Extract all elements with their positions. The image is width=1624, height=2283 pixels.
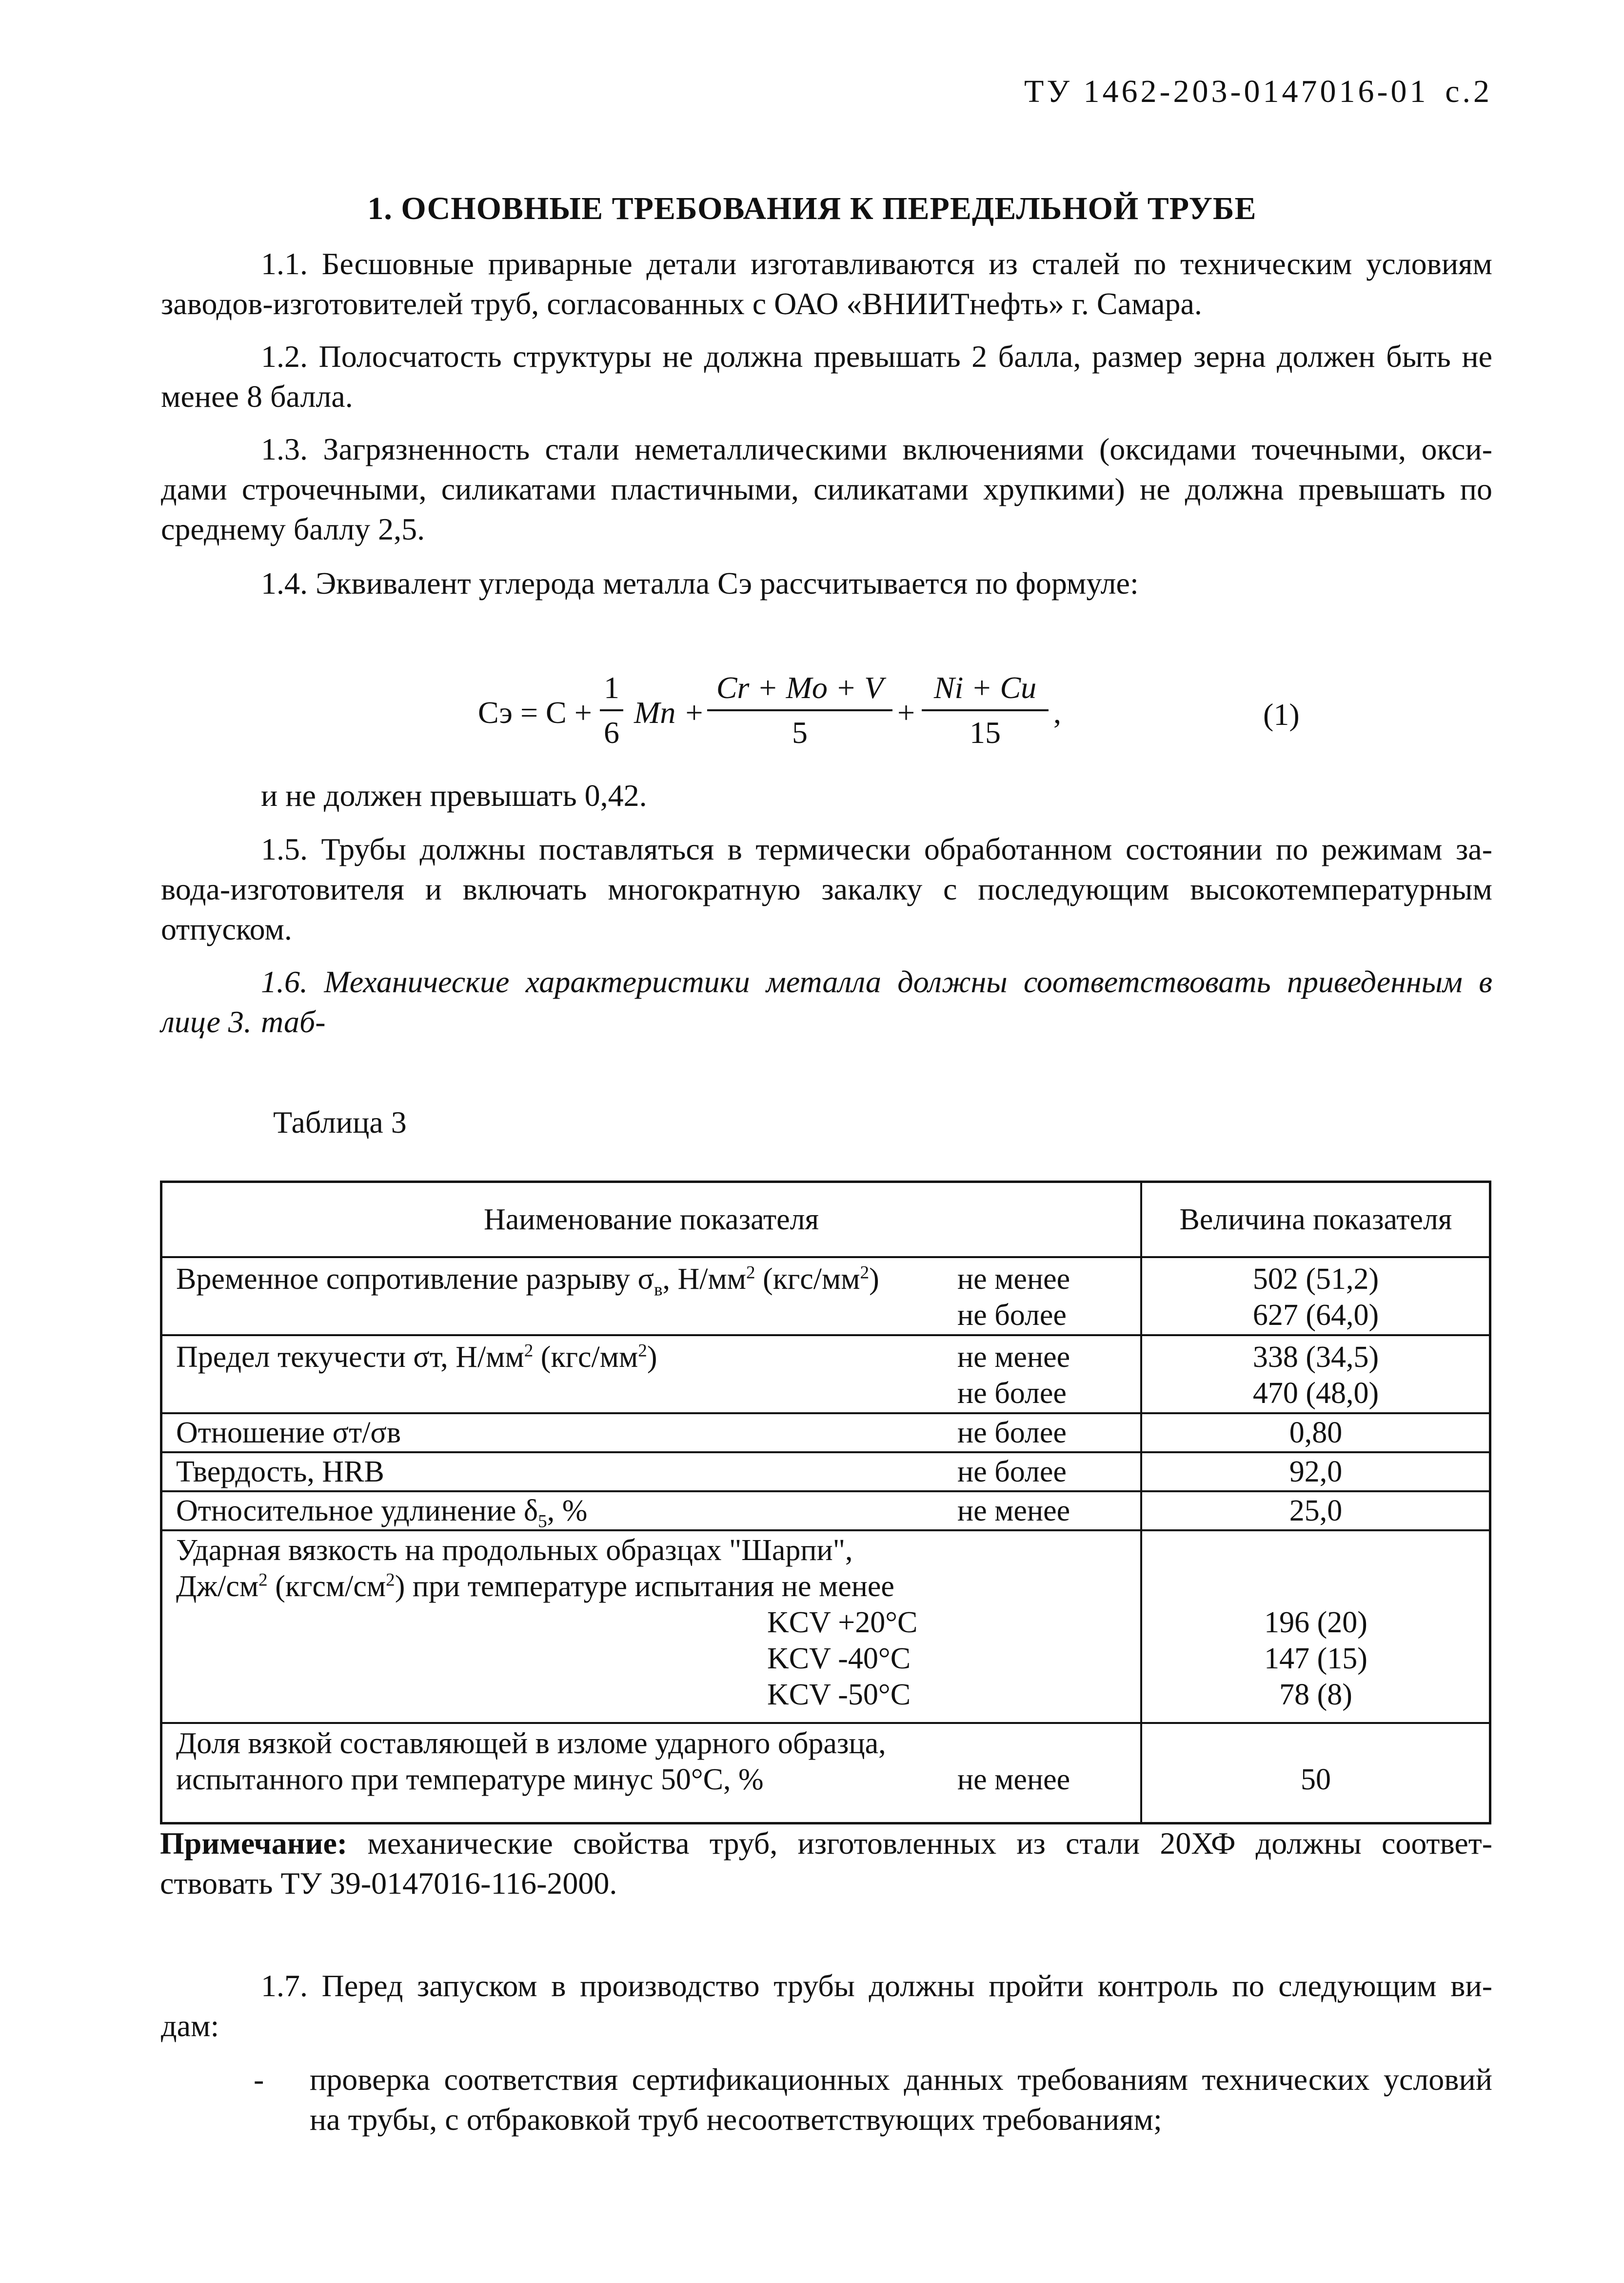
row1-name: Временное сопротивление разрыву $\sigma_в$, $Н/мм^2$ $(кгс/мм^2)$ xyxy=(176,1262,879,1300)
p1-3-line2: дами строчечными, силикатами пластичными, силикатами хрупкими) не должна превышать по xyxy=(161,472,1492,506)
row5-value: 25,0 xyxy=(1289,1494,1343,1527)
row7-line2: испытанного при температуре минус 50°С, % xyxy=(176,1763,764,1796)
row1-qualifier-max: не более xyxy=(957,1299,1067,1332)
bullet-line1: проверка соответствия сертификационных данных требованиям технических условий xyxy=(310,2062,1492,2097)
header-value: Величина показателя xyxy=(1179,1203,1452,1236)
bullet-dash: - xyxy=(254,2062,264,2097)
p1-6-line1: 1.6. Механические характеристики металла должны соответствовать приведенным в таб- xyxy=(261,964,1492,1039)
p1-4-line1: 1.4. Эквивалент углерода металла Сэ рассчитывается по формуле: xyxy=(261,566,1139,601)
row5-qualifier: не менее xyxy=(957,1494,1070,1527)
row6-value-minus50: 78 (8) xyxy=(1279,1678,1352,1711)
page-number: с.2 xyxy=(1445,74,1492,109)
header-name: Наименование показателя xyxy=(483,1203,819,1236)
row4-value: 92,0 xyxy=(1289,1455,1343,1488)
fraction-2-numerator: Cr + Mo + V xyxy=(707,668,892,711)
formula-number: (1) xyxy=(1263,697,1300,732)
row6-line2: $Дж/см^2$ $(кгсм/см^2)$ при температуре испытания не менее xyxy=(176,1570,894,1603)
fraction-3-numerator: Ni + Cu xyxy=(922,668,1049,711)
formula-fraction-2 xyxy=(707,668,892,752)
mechanical-properties-table xyxy=(160,1181,1491,1824)
row4-name: Твердость, HRB xyxy=(176,1455,384,1488)
formula-fraction-1 xyxy=(600,668,623,752)
row2-name: Предел текучести σт, $Н/мм^2$ $(кгс/мм^2)$ xyxy=(176,1341,657,1374)
p1-1-line1: 1.1. Бесшовные приварные детали изготавливаются из сталей по техническим условиям xyxy=(261,246,1492,281)
row6-kcv-minus50: KCV -50°C xyxy=(767,1678,911,1711)
p1-5-line3: отпуском. xyxy=(161,912,292,946)
row6-value-minus40: 147 (15) xyxy=(1264,1642,1367,1675)
p1-7-line2: дам: xyxy=(161,2008,219,2043)
note-label: Примечание: xyxy=(160,1826,348,1861)
row5-name: Относительное удлинение $\delta_5$, % xyxy=(176,1494,588,1532)
carbon-equivalent-formula xyxy=(478,668,1112,766)
row7-line1: Доля вязкой составляющей в изломе ударного образца, xyxy=(176,1727,886,1760)
p1-3-line1: 1.3. Загрязненность стали неметаллическими включениями (оксидами точечными, окси- xyxy=(261,432,1492,466)
row3-qualifier: не более xyxy=(957,1416,1067,1449)
fraction-1-denominator: 6 xyxy=(604,715,619,750)
row6-kcv-minus40: KCV -40°C xyxy=(767,1642,911,1675)
note-line1: Примечание: механические свойства труб, изготовленных из стали 20ХФ должны соответ- xyxy=(160,1826,1492,1861)
p1-3-line3: среднему баллу 2,5. xyxy=(161,512,425,546)
document-code xyxy=(1024,73,1492,110)
fraction-3-denominator: 15 xyxy=(970,715,1001,750)
row3-value: 0,80 xyxy=(1289,1416,1343,1449)
section-title: 1. ОСНОВНЫЕ ТРЕБОВАНИЯ К ПЕРЕДЕЛЬНОЙ ТРУБЕ xyxy=(367,191,1257,226)
row2-qualifier-max: не более xyxy=(957,1377,1067,1410)
p1-5-line2: вода-изготовителя и включать многократную закалку с последующим высокотемпературным xyxy=(161,872,1492,906)
fraction-1-numerator: 1 xyxy=(600,668,623,711)
formula-fraction-3 xyxy=(922,668,1049,752)
row1-value-min: 502 (51,2) xyxy=(1252,1262,1379,1296)
p1-5-line1: 1.5. Трубы должны поставляться в термически обработанном состоянии по режимам за- xyxy=(261,832,1492,866)
p1-2-line1: 1.2. Полосчатость структуры не должна превышать 2 балла, размер зерна должен быть не xyxy=(261,339,1492,374)
formula-lhs: Сэ = С + xyxy=(478,695,592,730)
p1-4-after: и не должен превышать 0,42. xyxy=(261,778,647,813)
p1-2-line2: менее 8 балла. xyxy=(161,379,353,414)
note-line2: ствовать ТУ 39-0147016-116-2000. xyxy=(160,1866,617,1901)
formula-mn: Mn + xyxy=(634,695,705,730)
row1-value-max: 627 (64,0) xyxy=(1252,1299,1379,1332)
formula-comma: , xyxy=(1053,695,1061,730)
row4-qualifier: не более xyxy=(957,1455,1067,1488)
row6-kcv-plus20: KCV +20°C xyxy=(767,1606,918,1639)
row2-qualifier-min: не менее xyxy=(957,1341,1070,1374)
row6-line1: Ударная вязкость на продольных образцах "Шарпи", xyxy=(176,1534,853,1567)
p1-7-line1: 1.7. Перед запуском в производство трубы должны пройти контроль по следующим ви- xyxy=(261,1968,1492,2003)
row1-qualifier-min: не менее xyxy=(957,1262,1070,1296)
fraction-2-denominator: 5 xyxy=(792,715,808,750)
row3-name: Отношение σт/σв xyxy=(176,1416,401,1449)
formula-plus: + xyxy=(897,695,915,730)
bullet-line2: на трубы, с отбраковкой труб несоответствующих требованиям; xyxy=(310,2102,1162,2137)
row7-qualifier: не менее xyxy=(957,1763,1070,1796)
row6-value-plus20: 196 (20) xyxy=(1264,1606,1367,1639)
row7-value: 50 xyxy=(1301,1763,1331,1796)
p1-6-line2: лице 3. xyxy=(161,1004,252,1039)
row2-value-min: 338 (34,5) xyxy=(1252,1341,1379,1374)
p1-1-line2: заводов-изготовителей труб, согласованных с ОАО «ВНИИТнефть» г. Самара. xyxy=(161,286,1202,321)
row2-value-max: 470 (48,0) xyxy=(1252,1377,1379,1410)
table-caption: Таблица 3 xyxy=(273,1105,407,1140)
doc-code-text: ТУ 1462-203-0147016-01 xyxy=(1024,74,1429,109)
